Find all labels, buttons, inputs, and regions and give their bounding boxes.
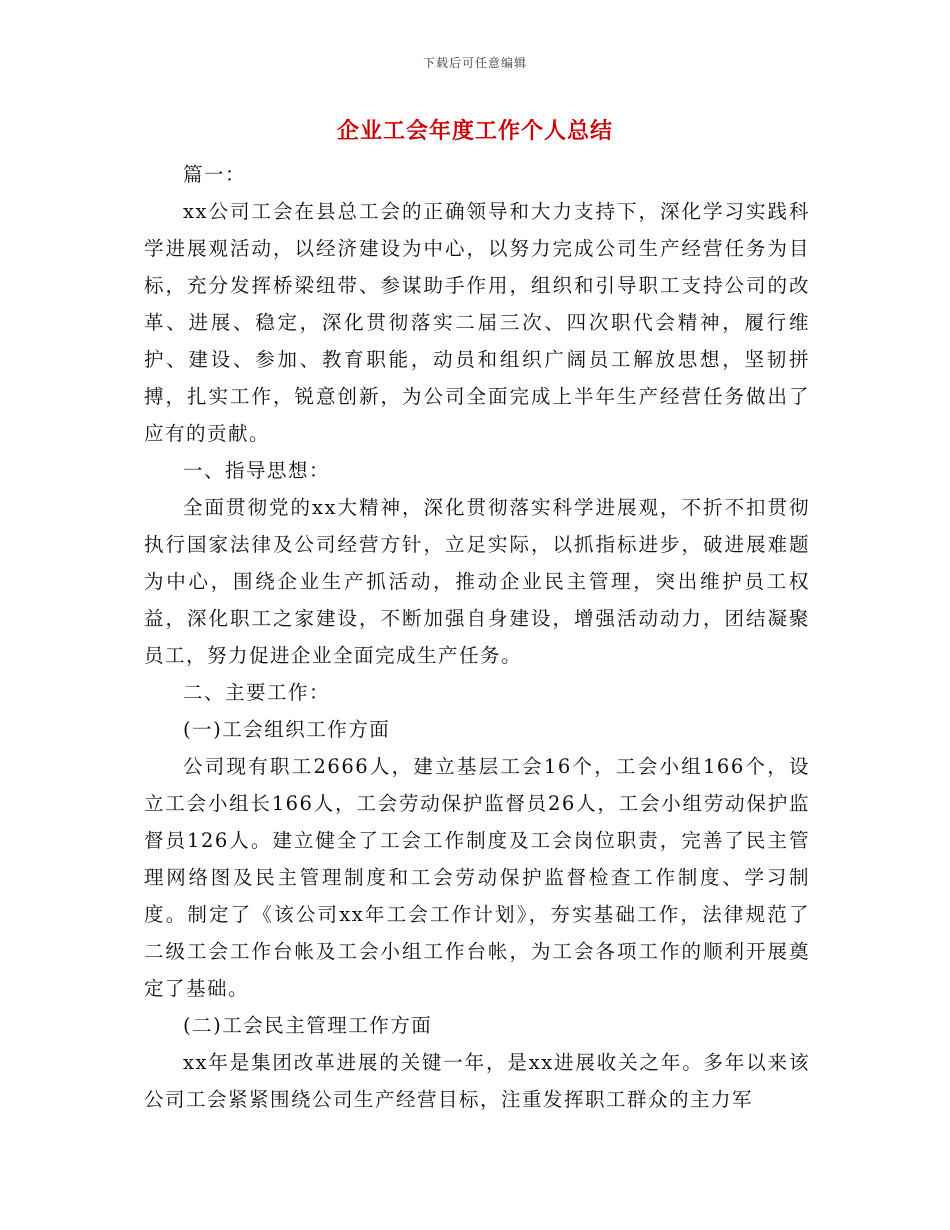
heading-guiding-thought: 一、指导思想： xyxy=(183,459,331,482)
guiding-thought-paragraph: 全面贯彻党的xx大精神，深化贯彻落实科学进展观，不折不扣贯彻执行国家法律及公司经营方针，立足实际，以抓指标进步，破进展难题为中心，围绕企业生产抓活动，推动企业民主管理，突出维护员工权益，深化职工之家建设，不断加强自身建设，增强活动动力，团结凝聚员工，努力促进企业全面完成生产任务。 xyxy=(144,496,810,667)
page-header-note: 下载后可任意编辑 xyxy=(422,56,527,70)
section-label-pian-yi: 篇一： xyxy=(183,163,247,186)
document-body xyxy=(144,156,810,1118)
document-title: 企业工会年度工作个人总结 xyxy=(336,118,613,144)
democratic-management-paragraph: xx年是集团改革进展的关键一年，是xx进展收关之年。多年以来该公司工会紧紧围绕公司生产经营目标，注重发挥职工群众的主力军 xyxy=(144,1051,810,1111)
heading-main-work: 二、主要工作： xyxy=(183,681,331,704)
subheading-union-organization: (一)工会组织工作方面 xyxy=(183,718,391,741)
subheading-democratic-management: (二)工会民主管理工作方面 xyxy=(183,1014,433,1037)
union-organization-paragraph: 公司现有职工2666人，建立基层工会16个，工会小组166个，设立工会小组长166人，工会劳动保护监督员26人，工会小组劳动保护监督员126人。建立健全了工会工作制度及工会岗位职责，完善了民主管理网络图及民主管理制度和工会劳动保护监督检查工作制度、学习制度。制定了《该公司xx年工会工作计划》，夯实基础工作，法律规范了二级工会工作台帐及工会小组工作台帐，为工会各项工作的顺利开展奠定了基础。 xyxy=(144,755,810,1000)
intro-paragraph: xx公司工会在县总工会的正确领导和大力支持下，深化学习实践科学进展观活动，以经济建设为中心，以努力完成公司生产经营任务为目标，充分发挥桥梁纽带、参谋助手作用，组织和引导职工支持公司的改革、进展、稳定，深化贯彻落实二届三次、四次职代会精神，履行维护、建设、参加、教育职能，动员和组织广阔员工解放思想，坚韧拼搏，扎实工作，锐意创新，为公司全面完成上半年生产经营任务做出了应有的贡献。 xyxy=(144,200,810,445)
